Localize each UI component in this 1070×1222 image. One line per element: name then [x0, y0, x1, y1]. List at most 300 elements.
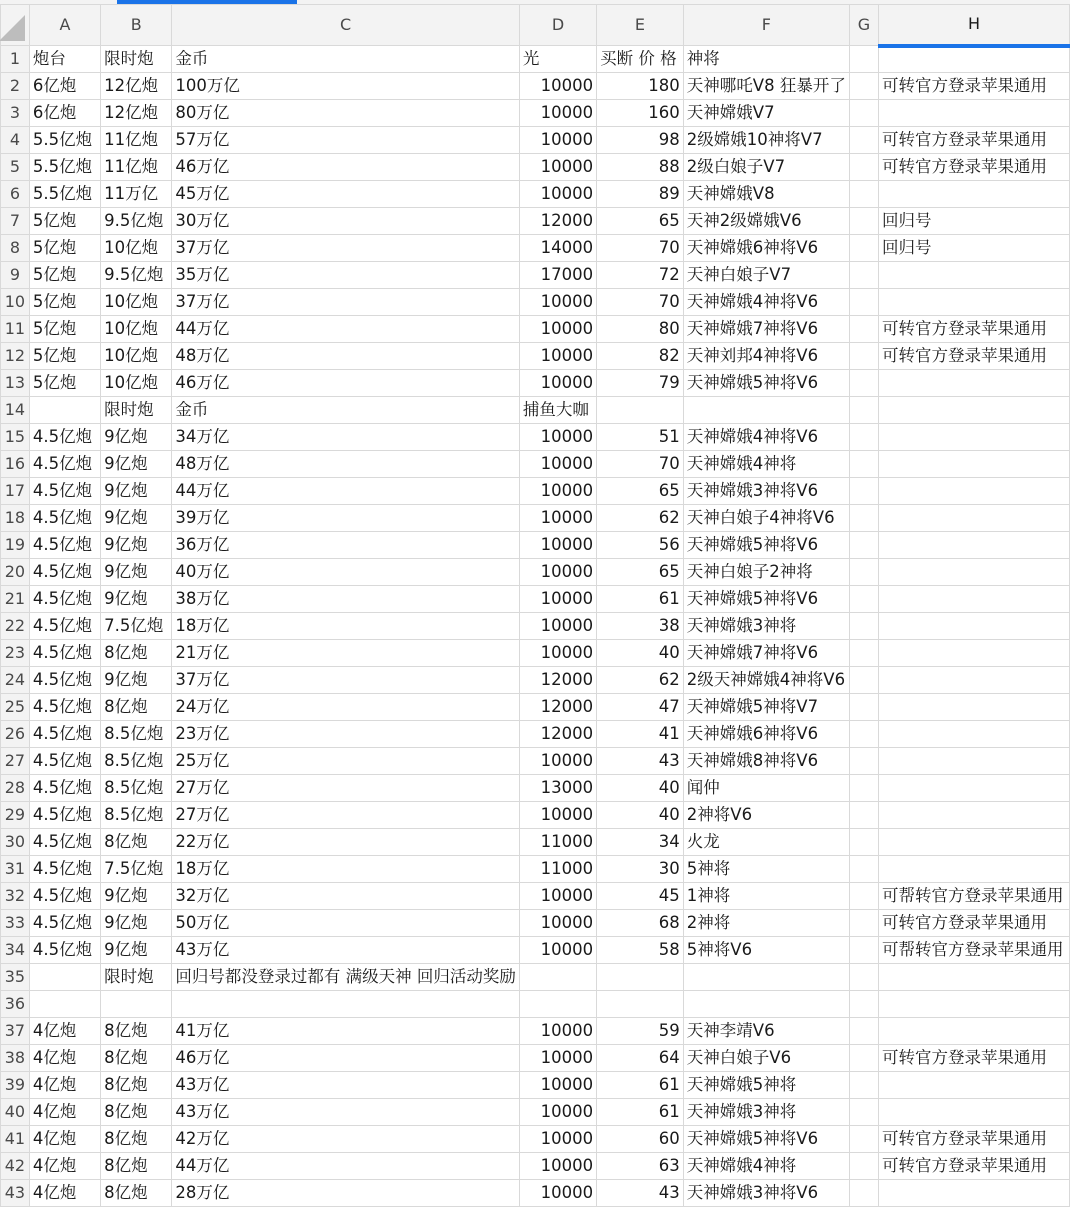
cell-f[interactable]: 天神嫦娥4神将	[683, 451, 849, 478]
cell-c[interactable]: 39万亿	[172, 505, 520, 532]
cell-b[interactable]: 7.5亿炮	[101, 613, 172, 640]
cell-d[interactable]: 10000	[519, 505, 596, 532]
row-header[interactable]: 41	[1, 1126, 30, 1153]
cell-c[interactable]: 44万亿	[172, 316, 520, 343]
cell-a[interactable]: 4.5亿炮	[29, 856, 100, 883]
cell-b[interactable]: 8亿炮	[101, 640, 172, 667]
row-header[interactable]: 7	[1, 208, 30, 235]
cell-h[interactable]: 可帮转官方登录苹果通用	[879, 883, 1070, 910]
cell-b[interactable]: 9亿炮	[101, 505, 172, 532]
column-header-h[interactable]: H	[879, 5, 1070, 46]
cell-d[interactable]: 12000	[519, 721, 596, 748]
cell-h[interactable]	[879, 46, 1070, 73]
cell-a[interactable]: 6亿炮	[29, 100, 100, 127]
cell-d[interactable]: 10000	[519, 370, 596, 397]
cell-c[interactable]: 44万亿	[172, 478, 520, 505]
cell-b[interactable]: 11亿炮	[101, 154, 172, 181]
cell-b[interactable]: 限时炮	[101, 397, 172, 424]
cell-e[interactable]: 47	[597, 694, 684, 721]
cell-a[interactable]: 5亿炮	[29, 208, 100, 235]
cell-a[interactable]: 4.5亿炮	[29, 424, 100, 451]
cell-c[interactable]: 25万亿	[172, 748, 520, 775]
cell-f[interactable]: 天神嫦娥5神将V6	[683, 370, 849, 397]
cell-b[interactable]: 9亿炮	[101, 910, 172, 937]
cell-c[interactable]	[172, 991, 520, 1018]
column-header-a[interactable]: A	[29, 5, 100, 46]
row-header[interactable]: 36	[1, 991, 30, 1018]
row-header[interactable]: 19	[1, 532, 30, 559]
cell-e[interactable]: 61	[597, 586, 684, 613]
cell-g[interactable]	[849, 1153, 878, 1180]
cell-d[interactable]: 10000	[519, 910, 596, 937]
cell-a[interactable]: 5亿炮	[29, 316, 100, 343]
row-header[interactable]: 4	[1, 127, 30, 154]
row-header[interactable]: 31	[1, 856, 30, 883]
cell-g[interactable]	[849, 262, 878, 289]
cell-f[interactable]	[683, 397, 849, 424]
cell-d[interactable]: 10000	[519, 451, 596, 478]
cell-h[interactable]: 回归号	[879, 208, 1070, 235]
cell-a[interactable]: 6亿炮	[29, 73, 100, 100]
cell-g[interactable]	[849, 100, 878, 127]
cell-f[interactable]: 天神白娘子2神将	[683, 559, 849, 586]
cell-f[interactable]: 天神白娘子4神将V6	[683, 505, 849, 532]
cell-h[interactable]	[879, 964, 1070, 991]
cell-b[interactable]: 9亿炮	[101, 586, 172, 613]
cell-a[interactable]: 5.5亿炮	[29, 181, 100, 208]
cell-d[interactable]: 13000	[519, 775, 596, 802]
cell-d[interactable]: 10000	[519, 478, 596, 505]
cell-a[interactable]: 4.5亿炮	[29, 937, 100, 964]
row-header[interactable]: 18	[1, 505, 30, 532]
cell-d[interactable]: 捕鱼大咖	[519, 397, 596, 424]
row-header[interactable]: 39	[1, 1072, 30, 1099]
cell-b[interactable]: 8.5亿炮	[101, 775, 172, 802]
cell-a[interactable]: 4.5亿炮	[29, 910, 100, 937]
cell-d[interactable]	[519, 964, 596, 991]
cell-a[interactable]: 4.5亿炮	[29, 721, 100, 748]
cell-f[interactable]: 天神白娘子V7	[683, 262, 849, 289]
cell-a[interactable]: 4亿炮	[29, 1153, 100, 1180]
cell-a[interactable]: 5亿炮	[29, 262, 100, 289]
cell-d[interactable]: 14000	[519, 235, 596, 262]
cell-b[interactable]: 8亿炮	[101, 1153, 172, 1180]
cell-g[interactable]	[849, 910, 878, 937]
cell-b[interactable]: 9亿炮	[101, 667, 172, 694]
cell-b[interactable]: 8亿炮	[101, 1099, 172, 1126]
cell-e[interactable]: 40	[597, 640, 684, 667]
cell-e[interactable]: 65	[597, 559, 684, 586]
cell-h[interactable]	[879, 1099, 1070, 1126]
cell-d[interactable]: 10000	[519, 748, 596, 775]
cell-a[interactable]: 4.5亿炮	[29, 748, 100, 775]
cell-g[interactable]	[849, 235, 878, 262]
row-header[interactable]: 9	[1, 262, 30, 289]
cell-f[interactable]: 天神嫦娥4神将	[683, 1153, 849, 1180]
row-header[interactable]: 34	[1, 937, 30, 964]
cell-e[interactable]: 41	[597, 721, 684, 748]
cell-c[interactable]: 34万亿	[172, 424, 520, 451]
cell-e[interactable]: 88	[597, 154, 684, 181]
cell-f[interactable]: 天神嫦娥3神将	[683, 613, 849, 640]
row-header[interactable]: 30	[1, 829, 30, 856]
cell-h[interactable]	[879, 478, 1070, 505]
cell-b[interactable]: 8.5亿炮	[101, 721, 172, 748]
cell-a[interactable]	[29, 964, 100, 991]
row-header[interactable]: 12	[1, 343, 30, 370]
cell-c[interactable]: 21万亿	[172, 640, 520, 667]
cell-f[interactable]: 天神嫦娥3神将V6	[683, 478, 849, 505]
cell-g[interactable]	[849, 1180, 878, 1207]
cell-c[interactable]: 36万亿	[172, 532, 520, 559]
cell-f[interactable]: 天神嫦娥5神将V6	[683, 532, 849, 559]
cell-c[interactable]: 37万亿	[172, 235, 520, 262]
cell-e[interactable]: 43	[597, 1180, 684, 1207]
cell-e[interactable]: 58	[597, 937, 684, 964]
cell-c[interactable]: 46万亿	[172, 370, 520, 397]
cell-e[interactable]: 72	[597, 262, 684, 289]
cell-b[interactable]: 9亿炮	[101, 532, 172, 559]
cell-c[interactable]: 80万亿	[172, 100, 520, 127]
cell-e[interactable]: 61	[597, 1099, 684, 1126]
cell-e[interactable]: 38	[597, 613, 684, 640]
cell-g[interactable]	[849, 46, 878, 73]
cell-d[interactable]: 10000	[519, 424, 596, 451]
row-header[interactable]: 26	[1, 721, 30, 748]
cell-e[interactable]: 65	[597, 208, 684, 235]
cell-c[interactable]: 37万亿	[172, 667, 520, 694]
cell-c[interactable]: 30万亿	[172, 208, 520, 235]
cell-g[interactable]	[849, 127, 878, 154]
cell-h[interactable]	[879, 802, 1070, 829]
row-header[interactable]: 10	[1, 289, 30, 316]
cell-e[interactable]	[597, 397, 684, 424]
cell-a[interactable]: 4亿炮	[29, 1126, 100, 1153]
cell-a[interactable]: 4.5亿炮	[29, 829, 100, 856]
cell-g[interactable]	[849, 748, 878, 775]
cell-c[interactable]: 42万亿	[172, 1126, 520, 1153]
cell-c[interactable]: 48万亿	[172, 451, 520, 478]
cell-c[interactable]: 28万亿	[172, 1180, 520, 1207]
cell-g[interactable]	[849, 1072, 878, 1099]
select-all-corner[interactable]	[1, 5, 30, 46]
cell-h[interactable]	[879, 424, 1070, 451]
row-header[interactable]: 17	[1, 478, 30, 505]
cell-e[interactable]: 买断 价 格	[597, 46, 684, 73]
cell-d[interactable]: 10000	[519, 586, 596, 613]
cell-f[interactable]: 天神李靖V6	[683, 1018, 849, 1045]
cell-b[interactable]: 10亿炮	[101, 289, 172, 316]
cell-h[interactable]	[879, 586, 1070, 613]
cell-b[interactable]: 8亿炮	[101, 1180, 172, 1207]
cell-h[interactable]	[879, 856, 1070, 883]
cell-h[interactable]	[879, 640, 1070, 667]
cell-h[interactable]	[879, 721, 1070, 748]
row-header[interactable]: 22	[1, 613, 30, 640]
cell-g[interactable]	[849, 397, 878, 424]
row-header[interactable]: 33	[1, 910, 30, 937]
cell-c[interactable]: 32万亿	[172, 883, 520, 910]
cell-h[interactable]	[879, 775, 1070, 802]
cell-e[interactable]: 63	[597, 1153, 684, 1180]
row-header[interactable]: 24	[1, 667, 30, 694]
cell-e[interactable]: 40	[597, 775, 684, 802]
cell-a[interactable]: 4.5亿炮	[29, 694, 100, 721]
cell-c[interactable]: 18万亿	[172, 856, 520, 883]
cell-e[interactable]: 34	[597, 829, 684, 856]
cell-a[interactable]: 5亿炮	[29, 370, 100, 397]
cell-a[interactable]: 炮台	[29, 46, 100, 73]
column-header-g[interactable]: G	[849, 5, 878, 46]
cell-f[interactable]: 天神嫦娥4神将V6	[683, 289, 849, 316]
cell-g[interactable]	[849, 289, 878, 316]
cell-h[interactable]	[879, 1018, 1070, 1045]
cell-f[interactable]: 2级天神嫦娥4神将V6	[683, 667, 849, 694]
cell-h[interactable]: 可帮转官方登录苹果通用	[879, 937, 1070, 964]
cell-c[interactable]: 18万亿	[172, 613, 520, 640]
cell-h[interactable]	[879, 100, 1070, 127]
cell-d[interactable]	[519, 991, 596, 1018]
cell-b[interactable]: 8亿炮	[101, 1045, 172, 1072]
cell-f[interactable]: 天神嫦娥V8	[683, 181, 849, 208]
cell-b[interactable]: 8.5亿炮	[101, 802, 172, 829]
cell-e[interactable]	[597, 991, 684, 1018]
cell-d[interactable]: 10000	[519, 559, 596, 586]
cell-g[interactable]	[849, 316, 878, 343]
cell-d[interactable]: 10000	[519, 154, 596, 181]
cell-c[interactable]: 43万亿	[172, 937, 520, 964]
cell-a[interactable]: 5.5亿炮	[29, 154, 100, 181]
cell-g[interactable]	[849, 370, 878, 397]
cell-g[interactable]	[849, 505, 878, 532]
row-header[interactable]: 20	[1, 559, 30, 586]
cell-a[interactable]: 4.5亿炮	[29, 775, 100, 802]
cell-d[interactable]: 10000	[519, 73, 596, 100]
cell-g[interactable]	[849, 1045, 878, 1072]
cell-f[interactable]: 天神嫦娥V7	[683, 100, 849, 127]
cell-g[interactable]	[849, 775, 878, 802]
cell-f[interactable]: 5神将V6	[683, 937, 849, 964]
row-header[interactable]: 6	[1, 181, 30, 208]
cell-a[interactable]	[29, 397, 100, 424]
cell-f[interactable]: 天神嫦娥5神将V6	[683, 1126, 849, 1153]
cell-c[interactable]: 46万亿	[172, 1045, 520, 1072]
cell-d[interactable]: 12000	[519, 208, 596, 235]
cell-e[interactable]: 45	[597, 883, 684, 910]
row-header[interactable]: 40	[1, 1099, 30, 1126]
cell-a[interactable]: 4.5亿炮	[29, 586, 100, 613]
cell-c[interactable]: 50万亿	[172, 910, 520, 937]
cell-a[interactable]: 4.5亿炮	[29, 532, 100, 559]
cell-c[interactable]: 45万亿	[172, 181, 520, 208]
cell-g[interactable]	[849, 343, 878, 370]
cell-d[interactable]: 10000	[519, 343, 596, 370]
cell-f[interactable]: 天神嫦娥6神将V6	[683, 721, 849, 748]
cell-h[interactable]: 可转官方登录苹果通用	[879, 1045, 1070, 1072]
cell-b[interactable]: 8亿炮	[101, 1126, 172, 1153]
cell-d[interactable]: 17000	[519, 262, 596, 289]
cell-d[interactable]: 11000	[519, 829, 596, 856]
cell-f[interactable]: 天神嫦娥7神将V6	[683, 316, 849, 343]
cell-h[interactable]	[879, 991, 1070, 1018]
cell-g[interactable]	[849, 532, 878, 559]
cell-a[interactable]: 4.5亿炮	[29, 802, 100, 829]
column-header-c[interactable]: C	[172, 5, 520, 46]
cell-f[interactable]: 神将	[683, 46, 849, 73]
cell-h[interactable]: 可转官方登录苹果通用	[879, 154, 1070, 181]
cell-c[interactable]: 43万亿	[172, 1099, 520, 1126]
cell-h[interactable]	[879, 1180, 1070, 1207]
cell-h[interactable]	[879, 451, 1070, 478]
cell-b[interactable]: 9亿炮	[101, 937, 172, 964]
column-header-b[interactable]: B	[101, 5, 172, 46]
cell-c[interactable]: 23万亿	[172, 721, 520, 748]
cell-f[interactable]: 天神哪吒V8 狂暴开了	[683, 73, 849, 100]
row-header[interactable]: 32	[1, 883, 30, 910]
cell-c[interactable]: 44万亿	[172, 1153, 520, 1180]
cell-h[interactable]	[879, 667, 1070, 694]
cell-f[interactable]: 天神嫦娥7神将V6	[683, 640, 849, 667]
row-header[interactable]: 15	[1, 424, 30, 451]
cell-b[interactable]: 9.5亿炮	[101, 208, 172, 235]
cell-f[interactable]: 天神嫦娥8神将V6	[683, 748, 849, 775]
row-header[interactable]: 28	[1, 775, 30, 802]
cell-c[interactable]: 100万亿	[172, 73, 520, 100]
cell-g[interactable]	[849, 451, 878, 478]
cell-g[interactable]	[849, 73, 878, 100]
cell-d[interactable]: 10000	[519, 289, 596, 316]
cell-a[interactable]: 4亿炮	[29, 1018, 100, 1045]
cell-b[interactable]: 9.5亿炮	[101, 262, 172, 289]
row-header[interactable]: 27	[1, 748, 30, 775]
cell-e[interactable]: 70	[597, 451, 684, 478]
cell-c[interactable]: 48万亿	[172, 343, 520, 370]
cell-c[interactable]: 27万亿	[172, 775, 520, 802]
cell-c[interactable]: 57万亿	[172, 127, 520, 154]
cell-e[interactable]: 60	[597, 1126, 684, 1153]
cell-d[interactable]: 10000	[519, 1018, 596, 1045]
cell-h[interactable]	[879, 1072, 1070, 1099]
cell-c[interactable]: 35万亿	[172, 262, 520, 289]
cell-d[interactable]: 10000	[519, 316, 596, 343]
cell-c[interactable]: 38万亿	[172, 586, 520, 613]
cell-h[interactable]	[879, 559, 1070, 586]
cell-e[interactable]: 80	[597, 316, 684, 343]
cell-f[interactable]: 火龙	[683, 829, 849, 856]
cell-c[interactable]: 金币	[172, 46, 520, 73]
cell-d[interactable]: 10000	[519, 532, 596, 559]
row-header[interactable]: 25	[1, 694, 30, 721]
row-header[interactable]: 21	[1, 586, 30, 613]
cell-f[interactable]: 1神将	[683, 883, 849, 910]
cell-g[interactable]	[849, 208, 878, 235]
cell-b[interactable]: 8亿炮	[101, 1072, 172, 1099]
cell-h[interactable]	[879, 613, 1070, 640]
cell-a[interactable]: 4亿炮	[29, 1180, 100, 1207]
cell-a[interactable]: 5亿炮	[29, 235, 100, 262]
cell-b[interactable]: 12亿炮	[101, 73, 172, 100]
cell-h[interactable]: 可转官方登录苹果通用	[879, 910, 1070, 937]
cell-a[interactable]: 4.5亿炮	[29, 640, 100, 667]
cell-c[interactable]: 46万亿	[172, 154, 520, 181]
cell-b[interactable]: 限时炮	[101, 964, 172, 991]
cell-b[interactable]: 12亿炮	[101, 100, 172, 127]
cell-g[interactable]	[849, 667, 878, 694]
cell-c[interactable]: 37万亿	[172, 289, 520, 316]
cell-f[interactable]: 2级嫦娥10神将V7	[683, 127, 849, 154]
row-header[interactable]: 5	[1, 154, 30, 181]
cell-f[interactable]: 2神将V6	[683, 802, 849, 829]
cell-a[interactable]: 4亿炮	[29, 1072, 100, 1099]
cell-d[interactable]: 10000	[519, 1099, 596, 1126]
row-header[interactable]: 29	[1, 802, 30, 829]
cell-a[interactable]: 4亿炮	[29, 1099, 100, 1126]
cell-h[interactable]: 可转官方登录苹果通用	[879, 1126, 1070, 1153]
cell-g[interactable]	[849, 883, 878, 910]
cell-a[interactable]	[29, 991, 100, 1018]
cell-d[interactable]: 10000	[519, 1072, 596, 1099]
column-header-e[interactable]: E	[597, 5, 684, 46]
cell-b[interactable]: 9亿炮	[101, 559, 172, 586]
cell-e[interactable]: 82	[597, 343, 684, 370]
cell-c[interactable]: 41万亿	[172, 1018, 520, 1045]
cell-a[interactable]: 4.5亿炮	[29, 883, 100, 910]
cell-b[interactable]: 11万亿	[101, 181, 172, 208]
cell-a[interactable]: 5亿炮	[29, 289, 100, 316]
cell-h[interactable]	[879, 532, 1070, 559]
row-header[interactable]: 2	[1, 73, 30, 100]
cell-h[interactable]: 可转官方登录苹果通用	[879, 1153, 1070, 1180]
cell-b[interactable]: 9亿炮	[101, 451, 172, 478]
cell-e[interactable]: 62	[597, 505, 684, 532]
cell-g[interactable]	[849, 1126, 878, 1153]
row-header[interactable]: 13	[1, 370, 30, 397]
cell-e[interactable]: 160	[597, 100, 684, 127]
cell-a[interactable]: 5亿炮	[29, 343, 100, 370]
cell-e[interactable]: 51	[597, 424, 684, 451]
cell-b[interactable]: 11亿炮	[101, 127, 172, 154]
cell-c[interactable]: 回归号都没登录过都有 满级天神 回归活动奖励	[172, 964, 520, 991]
cell-d[interactable]: 10000	[519, 1045, 596, 1072]
cell-d[interactable]: 10000	[519, 127, 596, 154]
cell-e[interactable]: 64	[597, 1045, 684, 1072]
cell-d[interactable]: 11000	[519, 856, 596, 883]
cell-e[interactable]: 62	[597, 667, 684, 694]
cell-f[interactable]: 天神嫦娥4神将V6	[683, 424, 849, 451]
cell-d[interactable]: 10000	[519, 802, 596, 829]
cell-f[interactable]: 天神白娘子V6	[683, 1045, 849, 1072]
cell-c[interactable]: 22万亿	[172, 829, 520, 856]
cell-a[interactable]: 4.5亿炮	[29, 613, 100, 640]
cell-b[interactable]: 8亿炮	[101, 829, 172, 856]
cell-h[interactable]	[879, 748, 1070, 775]
cell-f[interactable]: 天神嫦娥6神将V6	[683, 235, 849, 262]
cell-b[interactable]: 9亿炮	[101, 424, 172, 451]
cell-e[interactable]: 98	[597, 127, 684, 154]
cell-h[interactable]	[879, 370, 1070, 397]
cell-h[interactable]: 可转官方登录苹果通用	[879, 127, 1070, 154]
cell-d[interactable]: 10000	[519, 1126, 596, 1153]
cell-d[interactable]: 10000	[519, 100, 596, 127]
cell-c[interactable]: 43万亿	[172, 1072, 520, 1099]
cell-a[interactable]: 4.5亿炮	[29, 478, 100, 505]
cell-h[interactable]	[879, 181, 1070, 208]
cell-g[interactable]	[849, 856, 878, 883]
cell-f[interactable]: 5神将	[683, 856, 849, 883]
cell-b[interactable]: 10亿炮	[101, 235, 172, 262]
row-header[interactable]: 14	[1, 397, 30, 424]
cell-g[interactable]	[849, 991, 878, 1018]
